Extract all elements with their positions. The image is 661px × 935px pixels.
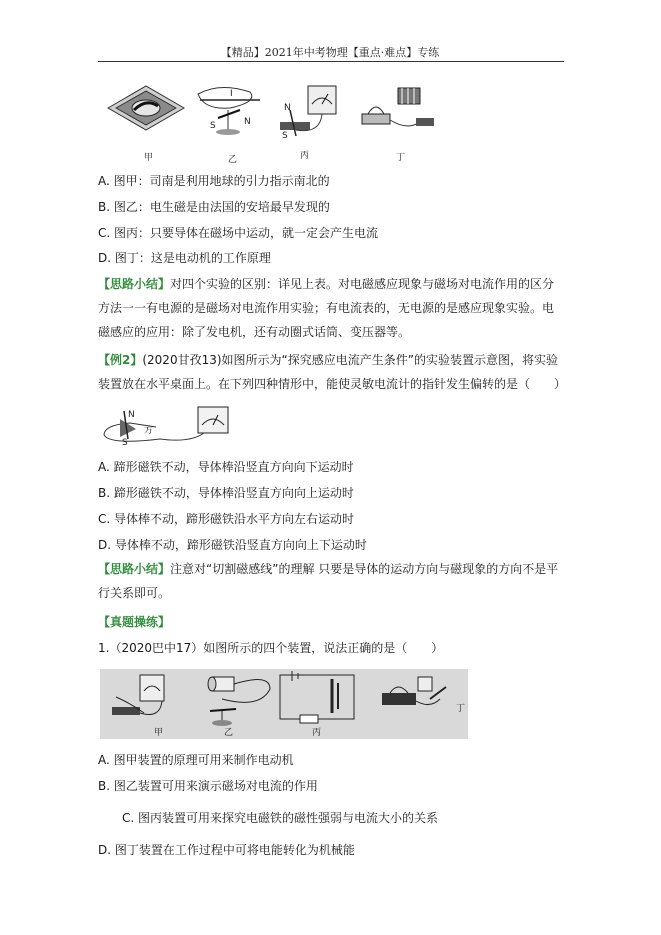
fig1-wire-i: I bbox=[230, 89, 233, 99]
q0-option-d: D. 图丁：这是电动机的工作原理 bbox=[98, 251, 271, 265]
q1-option-d: D. 图丁装置在工作过程中可将电能转化为机械能 bbox=[98, 843, 355, 857]
q0-option-a: A. 图甲：司南是利用地球的引力指示南北的 bbox=[98, 174, 330, 188]
fig1-label-bing: 丙 bbox=[300, 151, 310, 161]
practice-heading: 【真题操练】 bbox=[98, 615, 171, 629]
fig1-label-ding: 丁 bbox=[396, 153, 406, 163]
fig3-label-ding: 丁 bbox=[456, 704, 466, 714]
page-header: 【精品】2021年中考物理【重点·难点】专练 bbox=[220, 46, 440, 59]
fig3-label-jia: 甲 bbox=[154, 728, 164, 738]
fig2-pole-n: N bbox=[128, 410, 135, 420]
summary2-paragraph bbox=[98, 557, 564, 605]
figure-induction-setup bbox=[100, 405, 240, 447]
figure-four-experiments bbox=[100, 80, 440, 166]
fig1-c-s: S bbox=[282, 131, 288, 141]
sinan-compass-illustration bbox=[108, 86, 184, 130]
fig2-direction: 方 bbox=[144, 426, 154, 436]
summary2-text: 注意对“切割磁感线”的理解 只要是导体的运动方向与磁现象的方向不是平行关系即可。 bbox=[98, 562, 559, 600]
example2-text: (2020甘孜13)如图所示为“探究感应电流产生条件”的实验装置示意图，将实验装置放在水平桌面上。在下列四种情形中，能使灵敏电流计的指针发生偏转的是（ ） bbox=[98, 353, 567, 391]
example2-paragraph bbox=[98, 348, 567, 396]
fig3-label-bing: 丙 bbox=[312, 728, 322, 738]
summary1-text: 对四个实验的区别：详见上表。对电磁感应现象与磁场对电流作用的区分方法一一有电源的是磁场对电流作用实验；有电流表的，无电源的是感应现象实验。电磁感应的应用：除了发电机，还有动圈式话筒、变压器等。 bbox=[98, 277, 555, 339]
oersted-experiment-illustration bbox=[198, 87, 260, 135]
summary1-paragraph bbox=[98, 272, 564, 344]
fig2-pole-s: S bbox=[122, 438, 128, 447]
ex2-option-d: D. 导体棒不动，蹄形磁铁沿竖直方向向上下运动时 bbox=[98, 538, 367, 552]
summary1-tag: 【思路小结】 bbox=[98, 277, 171, 291]
summary2-tag: 【思路小结】 bbox=[98, 562, 171, 576]
ex2-option-c: C. 导体棒不动，蹄形磁铁沿水平方向左右运动时 bbox=[98, 512, 355, 526]
fig3-label-yi: 乙 bbox=[224, 728, 234, 738]
fig1-label-jia: 甲 bbox=[144, 153, 154, 163]
q1-option-a: A. 图甲装置的原理可用来制作电动机 bbox=[98, 753, 294, 767]
ex2-option-b: B. 蹄形磁铁不动，导体棒沿竖直方向向上运动时 bbox=[98, 486, 354, 500]
q1-option-b: B. 图乙装置可用来演示磁场对电流的作用 bbox=[98, 779, 318, 793]
q1-option-c: C. 图丙装置可用来探究电磁铁的磁性强弱与电流大小的关系 bbox=[122, 811, 439, 825]
q1-stem: 1.（2020巴中17）如图所示的四个装置，说法正确的是（ ） bbox=[98, 641, 444, 655]
fig1-pole-n: N bbox=[244, 117, 251, 127]
figure-four-devices bbox=[100, 669, 468, 739]
fig1-pole-s: S bbox=[210, 121, 216, 131]
q0-option-b: B. 图乙：电生磁是由法国的安培最早发现的 bbox=[98, 200, 330, 214]
example2-tag: 【例2】 bbox=[98, 353, 143, 367]
q0-option-c: C. 图丙：只要导体在磁场中运动，就一定会产生电流 bbox=[98, 226, 379, 240]
fig1-c-n: N bbox=[284, 103, 291, 113]
fig1-label-yi: 乙 bbox=[228, 155, 238, 165]
induction-experiment-illustration bbox=[280, 86, 336, 141]
header-divider bbox=[98, 61, 564, 62]
ex2-option-a: A. 蹄形磁铁不动，导体棒沿竖直方向向下运动时 bbox=[98, 460, 354, 474]
motor-experiment-illustration bbox=[362, 88, 434, 126]
